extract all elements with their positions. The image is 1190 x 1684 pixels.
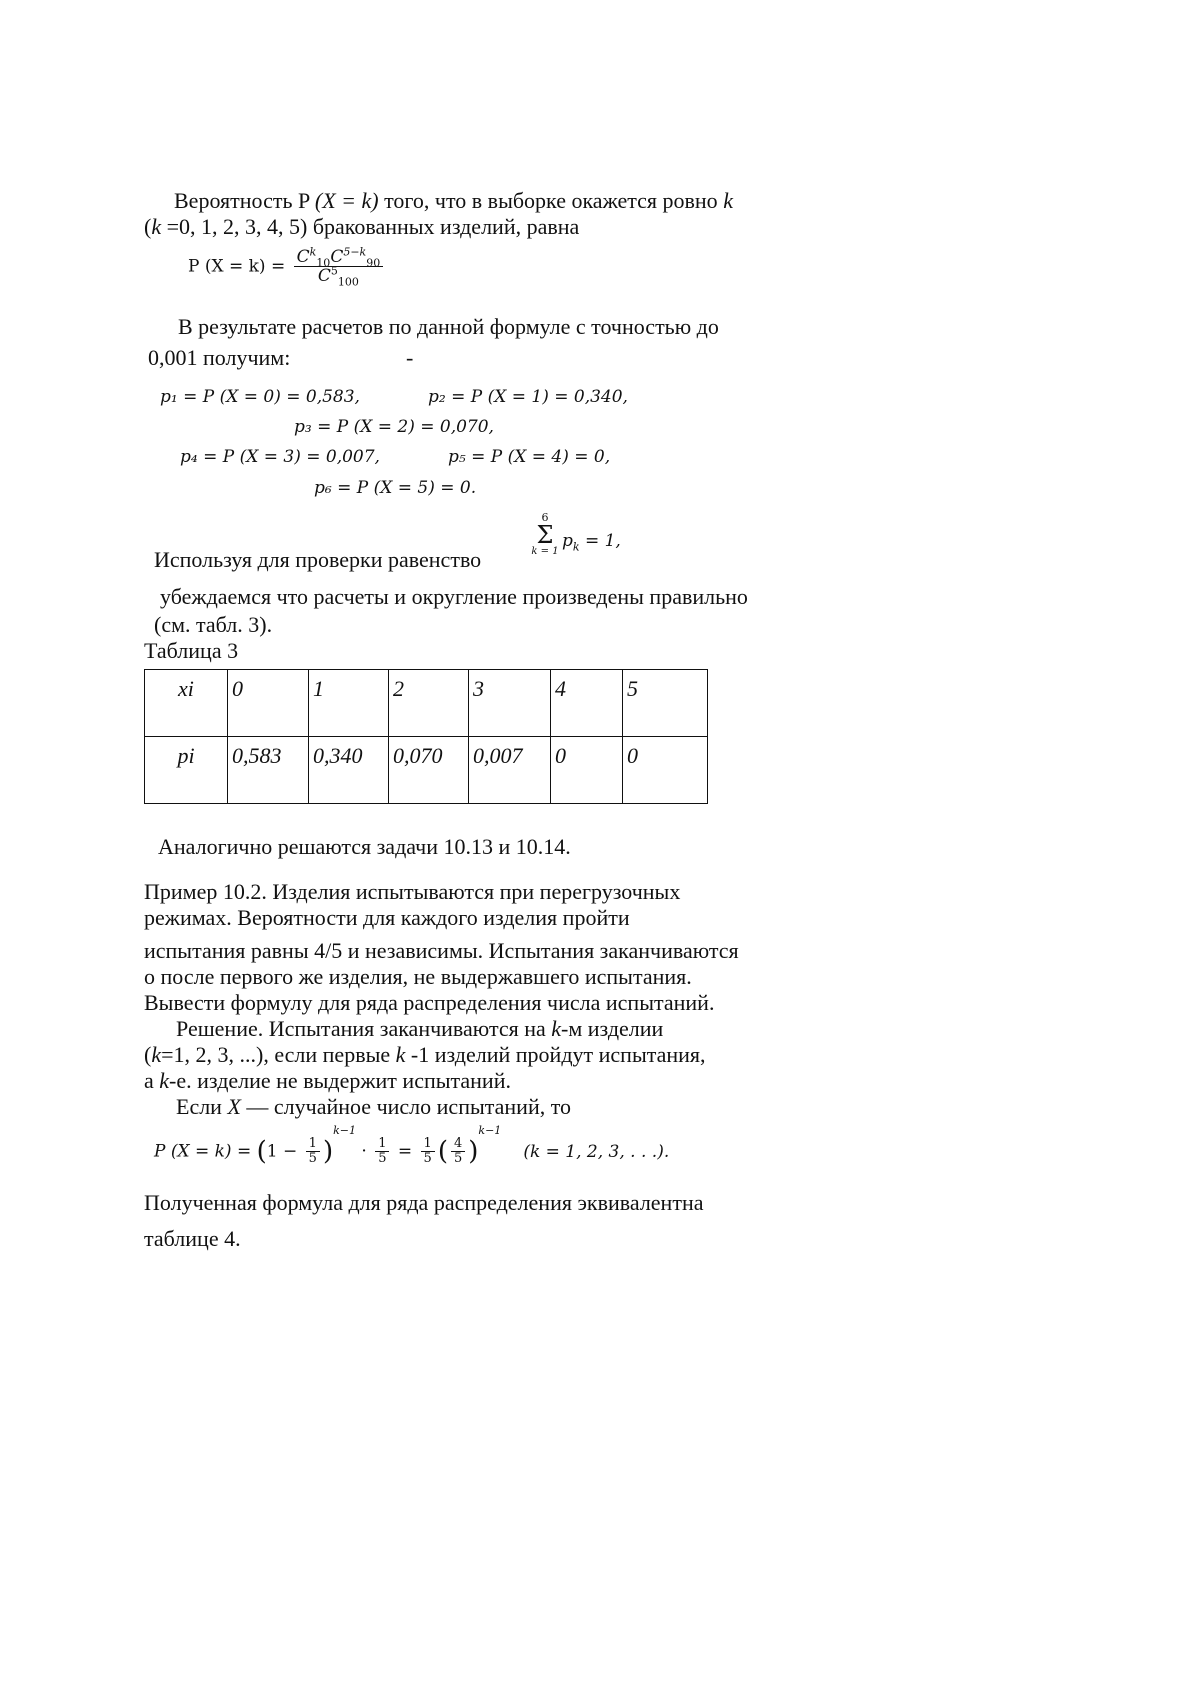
text-span: -1 изделий пройдут испытания,	[405, 1042, 706, 1067]
subscript: 90	[366, 256, 381, 270]
formula-fraction	[375, 1137, 389, 1166]
text-span: Вероятность P	[174, 188, 315, 213]
table-cell: 0,070	[389, 737, 469, 804]
table-cell: 3	[469, 670, 551, 737]
probability-p2: p₂ = P (X = 1) = 0,340,	[428, 387, 628, 407]
table-cell: 0,583	[228, 737, 309, 804]
table-cell: 0	[551, 737, 623, 804]
text-span: Решение. Испытания заканчиваются на	[176, 1016, 552, 1041]
table-cell: 2	[389, 670, 469, 737]
probability-p5: p₅ = P (X = 4) = 0,	[448, 447, 611, 467]
paren-close: )	[322, 1136, 334, 1167]
table-header-cell: pi	[145, 737, 228, 804]
text-span: (	[144, 214, 152, 239]
formula-span: (X = k)	[314, 188, 379, 213]
variable-k: k	[151, 1042, 162, 1067]
text-line	[176, 1016, 663, 1042]
fraction-denominator: 5	[423, 1151, 432, 1166]
equals-sign: =	[392, 1141, 418, 1162]
sum-equals: = 1,	[579, 531, 621, 551]
distribution-table	[144, 669, 708, 804]
superscript: 5	[330, 264, 338, 278]
variable-k: k	[551, 1016, 562, 1041]
stray-dash: -	[406, 345, 414, 370]
formula-geometric	[154, 1124, 670, 1167]
fraction-denominator: 5	[308, 1151, 317, 1166]
variable-k: k	[723, 188, 733, 213]
text-span: того, что в выборке окажется ровно	[378, 188, 724, 213]
probability-p1: p₁ = P (X = 0) = 0,583,	[160, 387, 360, 407]
text-line: Используя для проверки равенство	[154, 547, 482, 572]
text-span: (	[144, 1042, 152, 1067]
text-line: В результате расчетов по данной формуле с точностью до	[178, 314, 719, 339]
text-line	[144, 1042, 706, 1068]
subscript: k	[572, 540, 580, 554]
c-symbol: C	[317, 266, 331, 286]
sum-upper-limit: 6	[541, 511, 549, 524]
exponent: k−1	[478, 1124, 502, 1137]
paren-close: )	[468, 1136, 479, 1167]
subscript: 100	[337, 275, 359, 289]
table-cell: 0	[623, 737, 708, 804]
table-cell: 0,340	[309, 737, 389, 804]
text-line: (см. табл. 3).	[154, 612, 273, 637]
text-line: испытания равны 4/5 и независимы. Испытания заканчиваются	[144, 938, 739, 963]
table-row	[145, 737, 708, 804]
table-cell: 1	[309, 670, 389, 737]
formula-term: 1 −	[266, 1141, 303, 1162]
table-cell: 5	[623, 670, 708, 737]
subscript: 10	[316, 256, 331, 270]
variable-k: k	[395, 1042, 406, 1067]
c-symbol: C	[296, 247, 310, 267]
text-line: Полученная формула для ряда распределения эквивалентна	[144, 1190, 704, 1215]
text-line: режимах. Вероятности для каждого изделия пройти	[144, 905, 630, 930]
formula-range: (k = 1, 2, 3, . . .).	[523, 1141, 670, 1162]
table-row	[145, 670, 708, 737]
text-line: убеждаемся что расчеты и округление произведены правильно	[160, 584, 748, 609]
formula-fraction	[294, 245, 384, 289]
fraction-numerator	[294, 245, 384, 270]
probability-p6: p₆ = P (X = 5) = 0.	[314, 478, 477, 498]
sum-lower-limit: k = 1	[531, 546, 559, 557]
text-line: о после первого же изделия, не выдержавшего испытания.	[144, 964, 692, 989]
text-line	[176, 1094, 571, 1120]
text-line	[144, 1068, 511, 1094]
fraction-numerator: 1	[306, 1137, 320, 1152]
table-caption: Таблица 3	[144, 638, 239, 663]
text-line: таблице 4.	[144, 1226, 241, 1251]
text-span: Если	[176, 1094, 228, 1119]
p-symbol: p	[562, 531, 573, 551]
formula-fraction	[421, 1137, 435, 1166]
text-line	[144, 214, 579, 240]
sum-rhs	[562, 530, 621, 552]
text-line: Пример 10.2. Изделия испытываются при перегрузочных	[144, 879, 681, 904]
sum-formula	[530, 512, 560, 558]
formula-lhs: P (X = k) =	[154, 1141, 257, 1162]
text-line	[174, 188, 733, 214]
table-cell: 0	[228, 670, 309, 737]
table-header-cell: xi	[145, 670, 228, 737]
text-line: Вывести формулу для ряда распределения числа испытаний.	[144, 990, 715, 1015]
text-span: =0, 1, 2, 3, 4, 5) бракованных изделий, равна	[161, 214, 580, 239]
table-cell: 0,007	[469, 737, 551, 804]
text-span: а	[144, 1068, 160, 1093]
variable-k: k	[159, 1068, 170, 1093]
formula-fraction	[451, 1137, 465, 1166]
formula-fraction	[306, 1137, 320, 1166]
text-span: -м изделии	[561, 1016, 664, 1041]
fraction-denominator: 5	[453, 1151, 463, 1166]
fraction-denominator	[294, 264, 384, 289]
superscript: 5−k	[343, 245, 367, 259]
text-line: Аналогично решаются задачи 10.13 и 10.14.	[158, 834, 571, 859]
text-span: -е. изделие не выдержит испытаний.	[169, 1068, 511, 1093]
c-symbol: C	[330, 247, 344, 267]
superscript: k	[309, 245, 317, 259]
fraction-numerator: 4	[451, 1137, 465, 1152]
paren-open: (	[437, 1136, 448, 1167]
probability-p3: p₃ = P (X = 2) = 0,070,	[294, 417, 494, 437]
text-span: — случайное число испытаний, то	[240, 1094, 572, 1119]
fraction-denominator: 5	[378, 1151, 387, 1166]
text-span: =1, 2, 3, ...), если первые	[161, 1042, 396, 1067]
paren-open: (	[256, 1136, 267, 1167]
multiply-dot: ·	[355, 1141, 373, 1162]
formula-hypergeometric	[188, 245, 386, 289]
fraction-numerator: 1	[421, 1137, 435, 1152]
exponent: k−1	[333, 1124, 356, 1137]
probability-p4: p₄ = P (X = 3) = 0,007,	[180, 447, 380, 467]
variable-x: X	[227, 1094, 241, 1119]
fraction-numerator: 1	[375, 1137, 389, 1152]
text-line: 0,001 получим:	[148, 345, 291, 370]
sigma-icon: Σ	[536, 521, 554, 549]
table-cell: 4	[551, 670, 623, 737]
formula-lhs: P (X = k) =	[188, 256, 291, 277]
variable-k: k	[151, 214, 162, 239]
